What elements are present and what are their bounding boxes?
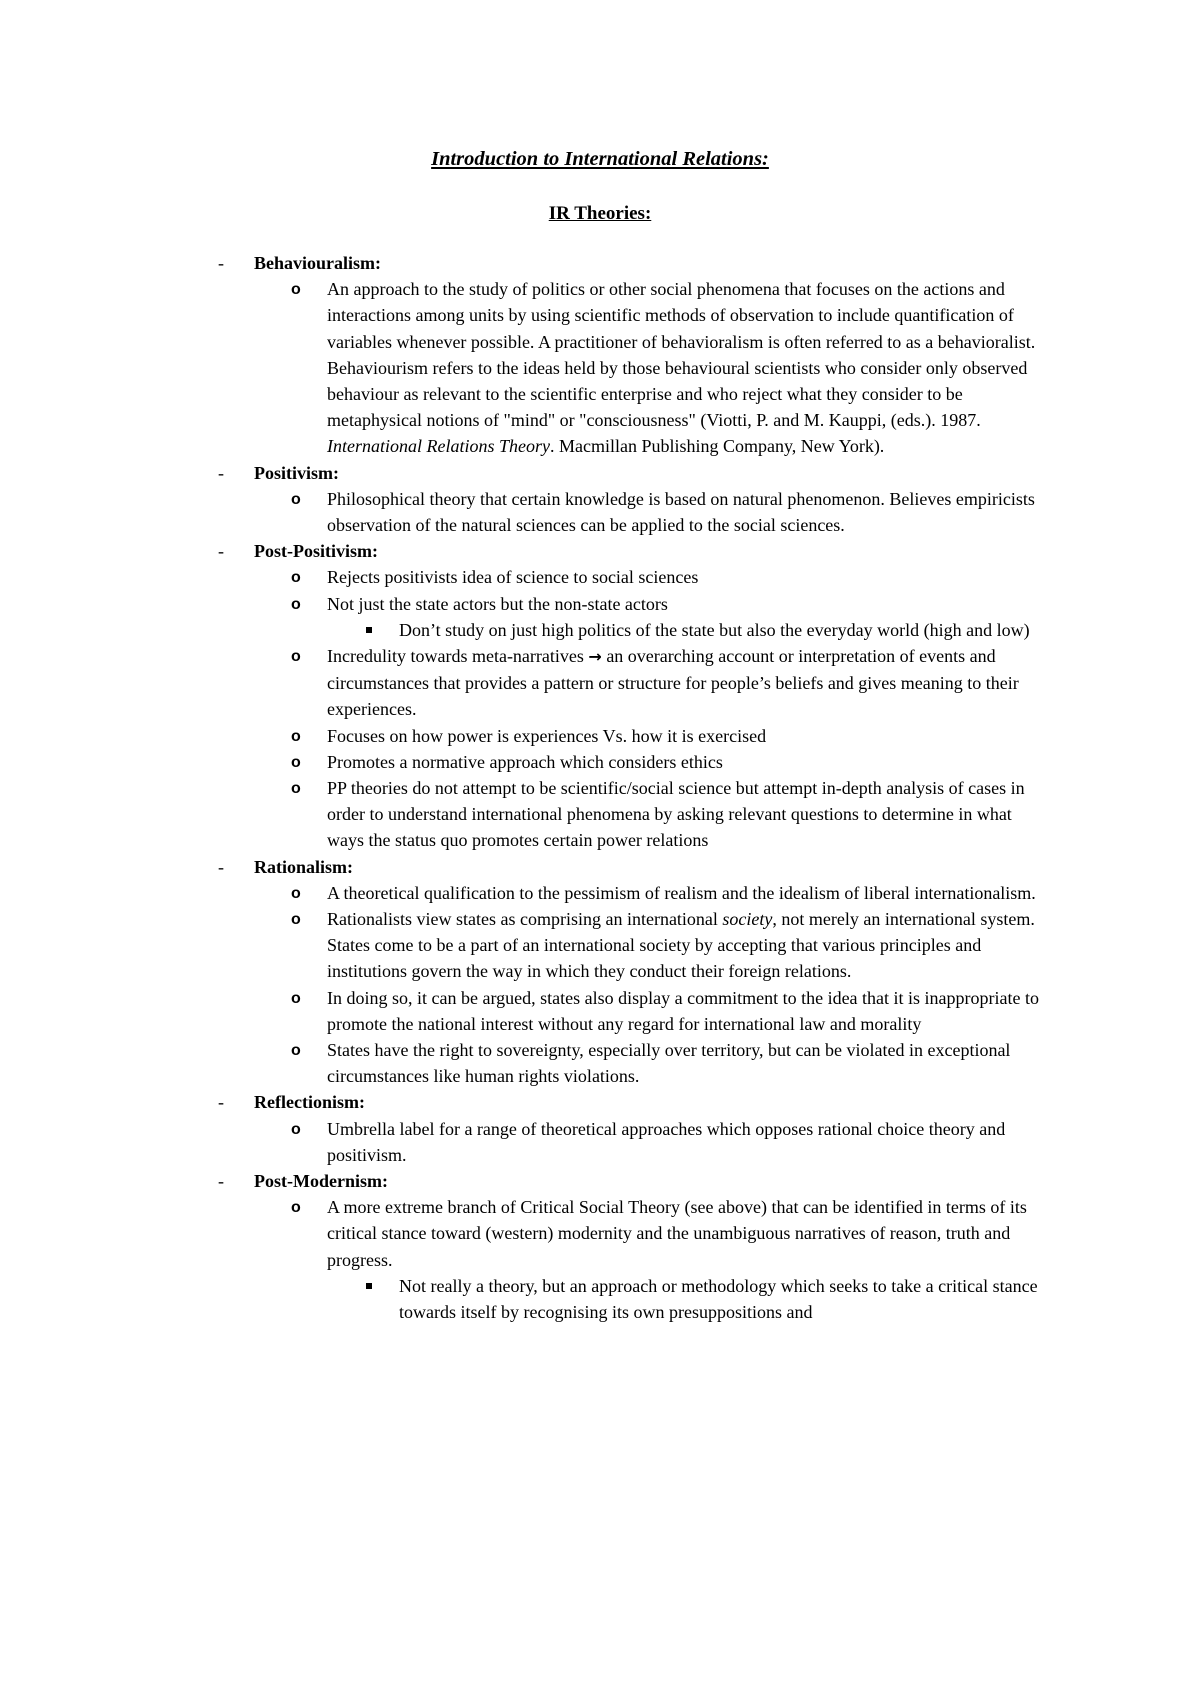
- document-subtitle: IR Theories:: [548, 203, 652, 224]
- section-title: Behaviouralism:: [254, 253, 382, 273]
- document-body: [0, 250, 1200, 1325]
- square-bullet-icon: [366, 1283, 372, 1289]
- section-heading: [0, 1168, 1200, 1194]
- circle-bullet-icon: o: [291, 989, 301, 1007]
- circle-bullet-icon: o: [291, 780, 301, 798]
- circle-bullet-icon: o: [291, 727, 301, 745]
- dash-bullet: -: [218, 856, 224, 877]
- list-item: [0, 591, 1052, 617]
- list-item: [0, 1037, 1052, 1089]
- item-text: An approach to the study of politics or other social phenomena that focuses on the actions and interactions among units by using scientific methods of observation to include quantification of variables whenever possible. A practitioner of behavioralism is often referred to as a behavioralist. Behaviourism refers to the ideas held by those behavioural scientists who consider only observed behaviour as relevant to the scientific enterprise and who reject what they consider to be metaphysical notions of "mind" or "consciousness" (Viotti, P. and M. Kauppi, (eds.). 1987.: [327, 279, 1036, 431]
- list-item: [0, 643, 1052, 723]
- circle-bullet-icon: o: [291, 1042, 301, 1060]
- list-item: [0, 880, 1052, 906]
- circle-bullet-icon: o: [291, 911, 301, 929]
- circle-bullet-icon: o: [291, 281, 301, 299]
- list-item: [0, 775, 1052, 854]
- item-text: Not really a theory, but an approach or methodology which seeks to take a critical stance towards itself by recognising its own presuppositions and: [399, 1275, 1038, 1323]
- section-behaviouralism: [0, 250, 1200, 460]
- circle-bullet-icon: o: [291, 884, 301, 902]
- list-item: [0, 1116, 1052, 1168]
- item-text-italic: International Relations Theory: [327, 436, 550, 457]
- section-title: Post-Modernism:: [254, 1171, 388, 1192]
- dash-bullet: -: [218, 253, 224, 273]
- list-item: [0, 749, 1052, 775]
- section-title: Reflectionism:: [254, 1092, 365, 1113]
- section-heading: [0, 250, 1200, 276]
- circle-bullet-icon: o: [291, 648, 301, 665]
- section-heading: [0, 854, 1200, 880]
- item-text: Incredulity towards meta-narratives: [327, 646, 589, 666]
- dash-bullet: -: [218, 462, 224, 483]
- section-post-positivism: [0, 538, 1200, 853]
- square-bullet-icon: [366, 627, 372, 633]
- item-text: A more extreme branch of Critical Social Theory (see above) that can be identified in terms of its critical stance toward (western) modernity and the unambiguous narratives of reason, truth and progress.: [327, 1197, 1027, 1270]
- section-reflectionism: [0, 1089, 1200, 1168]
- item-text: PP theories do not attempt to be scientific/social science but attempt in-depth analysis of cases in order to understand international phenomena by asking relevant questions to determine in what ways the status quo promotes certain power relations: [327, 778, 1025, 851]
- section-title: Positivism:: [254, 462, 339, 483]
- list-item: [0, 564, 1052, 590]
- circle-bullet-icon: o: [291, 753, 301, 771]
- section-positivism: [0, 460, 1200, 539]
- circle-bullet-icon: o: [291, 1199, 301, 1217]
- section-rationalism: [0, 854, 1200, 1090]
- item-text: States have the right to sovereignty, especially over territory, but can be violated in exceptional circumstances like human rights violations.: [327, 1040, 1011, 1087]
- dash-bullet: -: [218, 541, 224, 562]
- section-heading: [0, 538, 1200, 564]
- item-text: Not just the state actors but the non-state actors: [327, 593, 668, 614]
- circle-bullet-icon: o: [291, 595, 301, 613]
- item-text: Rejects positivists idea of science to social sciences: [327, 567, 699, 588]
- list-item: [0, 985, 1052, 1037]
- item-text-italic: society: [722, 909, 773, 930]
- sub-list-item: [0, 617, 1054, 643]
- item-text: Focuses on how power is experiences Vs. how it is exercised: [327, 725, 767, 746]
- dash-bullet: -: [218, 1092, 224, 1113]
- circle-bullet-icon: o: [291, 1120, 301, 1138]
- item-text: In doing so, it can be argued, states also display a commitment to the idea that it is inappropriate to promote the national interest without any regard for international law and morality: [327, 987, 1040, 1034]
- document-title: Introduction to International Relations:: [431, 148, 769, 170]
- item-text: Rationalists view states as comprising an international: [327, 909, 723, 930]
- list-item: [0, 1194, 1052, 1273]
- item-text: . Macmillan Publishing Company, New York).: [549, 436, 885, 457]
- section-heading: [0, 460, 1200, 486]
- item-text: , not merely an international system. States come to be a part of an international society by accepting that various principles and institutions govern the way in which they conduct their foreign relations.: [327, 909, 1035, 982]
- section-title: Post-Positivism:: [254, 541, 378, 562]
- list-item: [0, 723, 1052, 749]
- sub-list-item: [0, 1273, 1054, 1325]
- section-post-modernism: [0, 1168, 1200, 1325]
- list-item: [0, 906, 1052, 985]
- item-text: an overarching account or interpretation of events and circumstances that provides a pattern or structure for people’s beliefs and gives meaning to their experiences.: [327, 646, 1019, 720]
- circle-bullet-icon: o: [291, 569, 301, 587]
- item-text: Umbrella label for a range of theoretical approaches which opposes rational choice theory and positivism.: [327, 1118, 1006, 1165]
- item-text: Philosophical theory that certain knowledge is based on natural phenomenon. Believes empiricists observation of the natural sciences can be applied to the social sciences.: [327, 488, 1035, 535]
- right-arrow-icon: →: [588, 647, 602, 666]
- list-item: [0, 276, 1052, 459]
- section-heading: [0, 1089, 1200, 1115]
- item-text: Promotes a normative approach which considers ethics: [327, 751, 723, 772]
- list-item: [0, 486, 1052, 538]
- item-text: Don’t study on just high politics of the state but also the everyday world (high and low): [399, 619, 1030, 640]
- item-text: A theoretical qualification to the pessimism of realism and the idealism of liberal internationalism.: [327, 882, 1036, 903]
- section-title: Rationalism:: [254, 856, 353, 877]
- circle-bullet-icon: o: [291, 490, 301, 508]
- dash-bullet: -: [218, 1171, 224, 1192]
